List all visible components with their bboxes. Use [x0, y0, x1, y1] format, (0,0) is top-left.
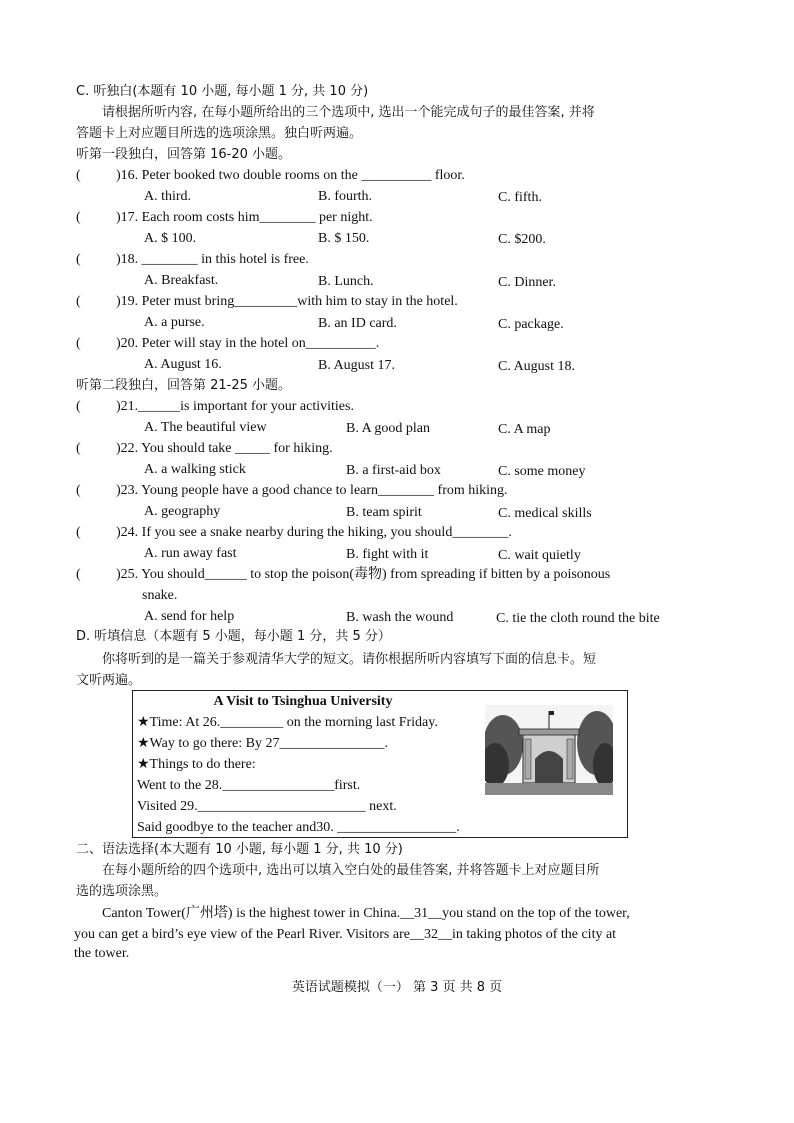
q18-stem: )18. ________ in this hotel is free. [116, 252, 309, 267]
q24-paren: ( [76, 525, 81, 540]
q23-stem: )23. Young people have a good chance to learn________ from hiking. [116, 483, 508, 498]
section-c-instruction-1: 请根据所听内容, 在每小题所给出的三个选项中, 选出一个能完成句子的最佳答案, 并将 [102, 105, 595, 120]
q24-option-c: C. wait quietly [498, 548, 581, 563]
page-footer: 英语试题模拟（一） 第 3 页 共 8 页 [291, 980, 503, 995]
q16-stem: )16. Peter booked two double rooms on the __________ floor. [116, 168, 465, 183]
tsinghua-gate-illustration [485, 705, 613, 795]
q25-option-a: A. send for help [144, 609, 235, 624]
q25-option-c: C. tie the cloth round the bite [496, 611, 660, 626]
q18-paren: ( [76, 252, 81, 267]
q16-option-b: B. fourth. [318, 189, 373, 204]
q25-stem: )25. You should______ to stop the poison(毒物) from spreading if bitten by a poisonous [116, 567, 611, 582]
section-2-heading: 二、语法选择(本大题有 10 小题, 每小题 1 分, 共 10 分) [76, 842, 403, 857]
q17-option-c: C. $200. [498, 232, 546, 247]
part-2-label: 听第二段独白，回答第 21-25 小题。 [76, 378, 292, 393]
q19-option-c: C. package. [498, 317, 564, 332]
q19-stem: )19. Peter must bring_________with him to stay in the hotel. [116, 294, 458, 309]
q25-paren: ( [76, 567, 81, 582]
q16-option-a: A. third. [144, 189, 192, 204]
q19-paren: ( [76, 294, 81, 309]
q17-option-b: B. $ 150. [318, 231, 370, 246]
q21-stem: )21.______is important for your activities. [116, 399, 354, 414]
q21-option-b: B. A good plan [346, 421, 431, 436]
section-d-instruction-2: 文听两遍。 [76, 673, 142, 688]
section-d-instruction-1: 你将听到的是一篇关于参观清华大学的短文。请你根据所听内容填写下面的信息卡。短 [102, 652, 597, 667]
passage-line-1: Canton Tower(广州塔) is the highest tower in China.__31__you stand on the top of the tower, [102, 906, 630, 921]
passage-line-3: the tower. [74, 946, 130, 961]
q21-paren: ( [76, 399, 81, 414]
q16-paren: ( [76, 168, 81, 183]
q24-option-a: A. run away fast [144, 546, 237, 561]
q20-option-c: C. August 18. [498, 359, 576, 374]
info-card-goodbye: Said goodbye to the teacher and30. _________________. [137, 820, 460, 835]
part-1-label: 听第一段独白，回答第 16-20 小题。 [76, 147, 292, 162]
q20-paren: ( [76, 336, 81, 351]
passage-line-2: you can get a bird’s eye view of the Pearl River. Visitors are__32__in taking photos of the city at [74, 927, 617, 942]
section-2-instruction-2: 选的选项涂黑。 [76, 884, 168, 899]
q22-paren: ( [76, 441, 81, 456]
q22-option-b: B. a first-aid box [346, 463, 441, 478]
q23-paren: ( [76, 483, 81, 498]
info-card-visited: Visited 29.________________________ next. [137, 799, 397, 814]
q23-option-b: B. team spirit [346, 505, 422, 520]
info-card-time: ★Time: At 26._________ on the morning last Friday. [137, 715, 438, 730]
q21-option-a: A. The beautiful view [144, 420, 267, 435]
q20-stem: )20. Peter will stay in the hotel on__________. [116, 336, 380, 351]
q18-option-b: B. Lunch. [318, 274, 374, 289]
q24-stem: )24. If you see a snake nearby during the hiking, you should________. [116, 525, 512, 540]
section-c-instruction-2: 答题卡上对应题目所选的选项涂黑。独白听两遍。 [76, 126, 363, 141]
info-card [132, 690, 628, 838]
info-card-went: Went to the 28.________________first. [137, 778, 361, 793]
q18-option-c: C. Dinner. [498, 275, 556, 290]
q19-option-b: B. an ID card. [318, 316, 397, 331]
q22-stem: )22. You should take _____ for hiking. [116, 441, 333, 456]
q16-option-c: C. fifth. [498, 190, 542, 205]
q25-stem-continued: snake. [142, 588, 178, 603]
info-card-title: A Visit to Tsinghua University [213, 694, 393, 709]
q17-paren: ( [76, 210, 81, 225]
q24-option-b: B. fight with it [346, 547, 429, 562]
q20-option-a: A. August 16. [144, 357, 222, 372]
q22-option-c: C. some money [498, 464, 586, 479]
q23-option-a: A. geography [144, 504, 221, 519]
q17-stem: )17. Each room costs him________ per night. [116, 210, 373, 225]
section-c-heading: C. 听独白(本题有 10 小题, 每小题 1 分, 共 10 分) [76, 84, 369, 99]
info-card-things: ★Things to do there: [137, 757, 256, 772]
q23-option-c: C. medical skills [498, 506, 592, 521]
section-d-heading: D. 听填信息（本题有 5 小题，每小题 1 分，共 5 分） [76, 629, 391, 644]
q25-option-b: B. wash the wound [346, 610, 454, 625]
q17-option-a: A. $ 100. [144, 231, 197, 246]
q22-option-a: A. a walking stick [144, 462, 246, 477]
q18-option-a: A. Breakfast. [144, 273, 219, 288]
section-2-instruction-1: 在每小题所给的四个选项中, 选出可以填入空白处的最佳答案, 并将答题卡上对应题目所 [102, 863, 600, 878]
info-card-way: ★Way to go there: By 27_______________. [137, 736, 388, 751]
q19-option-a: A. a purse. [144, 315, 205, 330]
q20-option-b: B. August 17. [318, 358, 396, 373]
q21-option-c: C. A map [498, 422, 551, 437]
